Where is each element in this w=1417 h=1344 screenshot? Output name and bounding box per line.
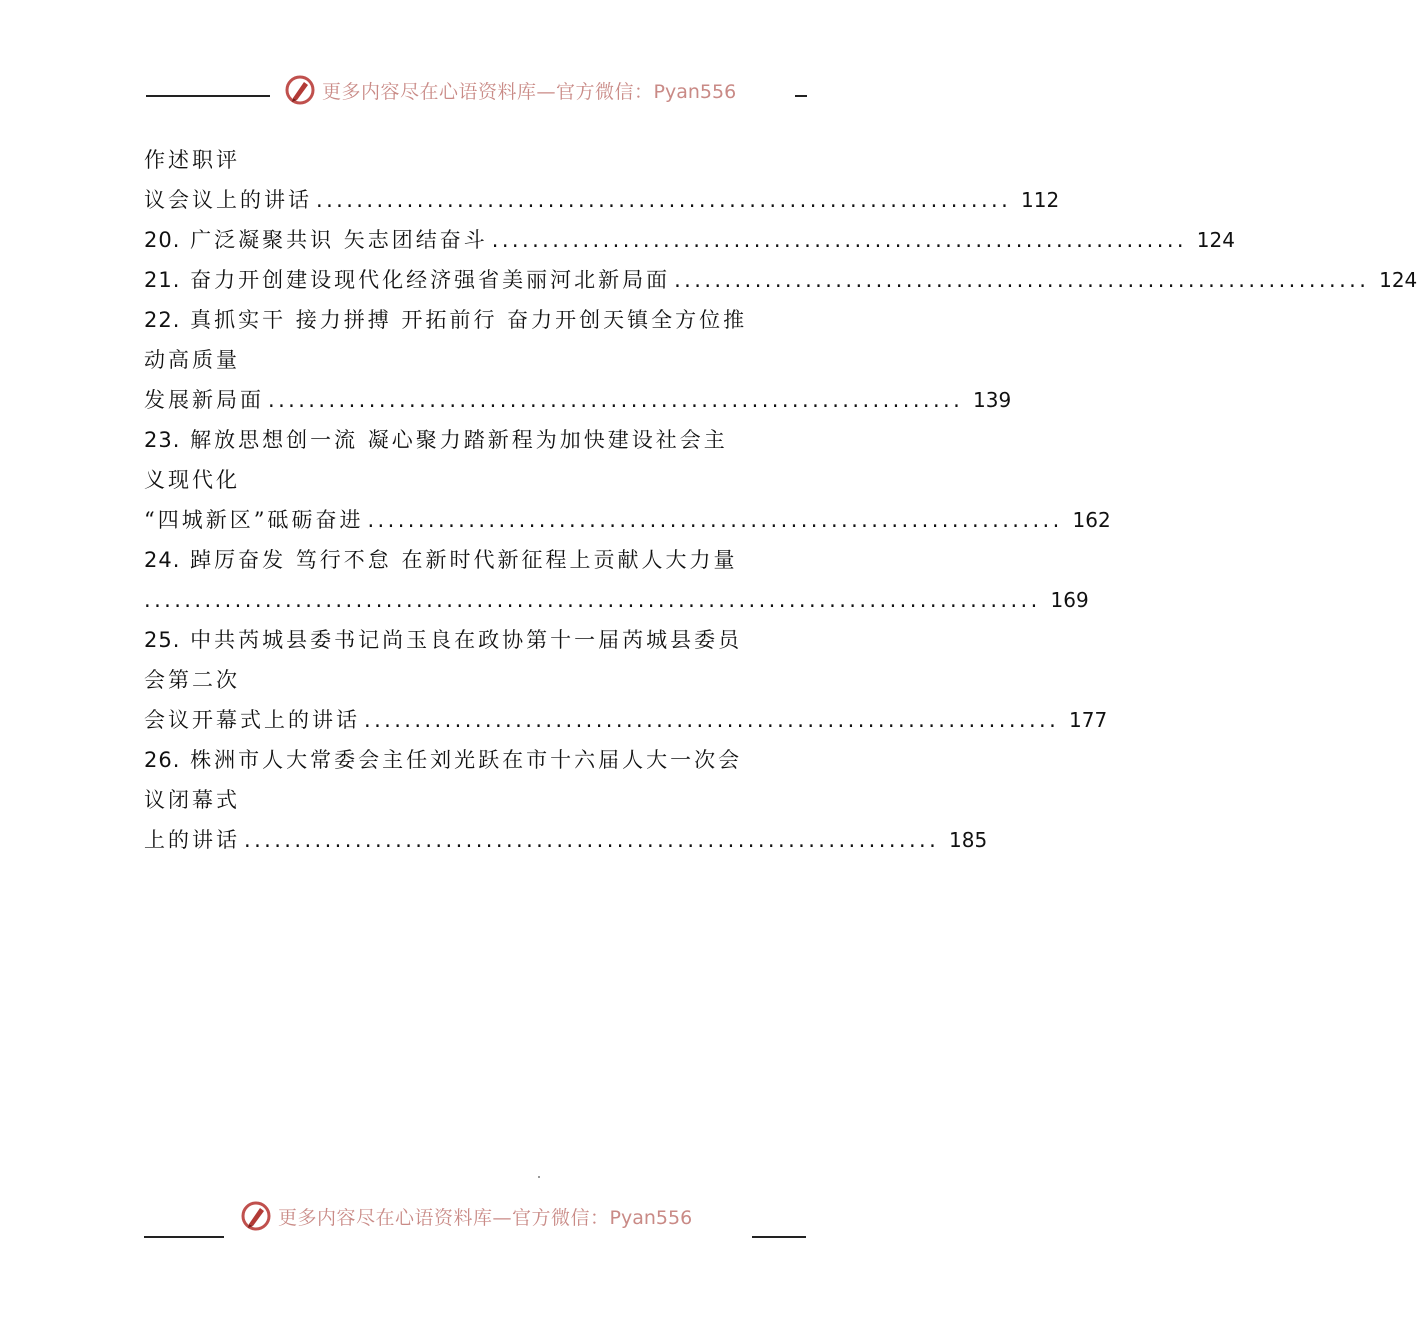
toc-entry-23-leader[interactable]: “四城新区”砥砺奋进 ..................................................................... 162 bbox=[144, 500, 812, 540]
toc-entry-23-title[interactable]: 23. 解放思想创一流 凝心聚力踏新程为加快建设社会主 bbox=[144, 428, 728, 452]
dot-leader: ..................................................................... bbox=[244, 828, 940, 852]
page-number: 162 bbox=[1072, 508, 1111, 532]
toc-entry-20[interactable]: 20. 广泛凝聚共识 矢志团结奋斗 ..................................................................... 124 bbox=[144, 220, 812, 260]
header-watermark bbox=[284, 74, 736, 106]
page-number: 169 bbox=[1050, 588, 1089, 612]
toc-entry-24-title[interactable]: 24. 踔厉奋发 笃行不怠 在新时代新征程上贡献人大力量 bbox=[144, 548, 738, 572]
dot-leader: ..................................................................... bbox=[268, 388, 964, 412]
toc-entry-25-title-cont: 会第二次 bbox=[144, 668, 240, 692]
toc-entry-24-leader[interactable] bbox=[144, 580, 1089, 620]
toc-entry-continued-leader[interactable]: 议会议上的讲话 ..................................................................... 112 bbox=[144, 180, 812, 220]
page-number: 177 bbox=[1069, 708, 1108, 732]
dot-leader: ..................................................................... bbox=[364, 708, 1060, 732]
page-number: 124 bbox=[1379, 268, 1417, 292]
footer-rule-left bbox=[144, 1236, 224, 1238]
toc-entry-23-title-cont: 义现代化 bbox=[144, 468, 240, 492]
dot-leader: ..................................................................... bbox=[367, 508, 1063, 532]
page-number: 124 bbox=[1196, 228, 1235, 252]
table-of-contents bbox=[144, 140, 1417, 860]
toc-entry-25-title[interactable]: 25. 中共芮城县委书记尚玉良在政协第十一届芮城县委员 bbox=[144, 628, 743, 652]
page-number: 139 bbox=[973, 388, 1012, 412]
toc-entry-25-leader[interactable]: 会议开幕式上的讲话 ..................................................................... 177 bbox=[144, 700, 812, 740]
toc-entry-26-title-cont: 议闭幕式 bbox=[144, 788, 240, 812]
footer-rule-right bbox=[752, 1236, 806, 1238]
page-number: 185 bbox=[949, 828, 988, 852]
dot-leader: ..................................................................... bbox=[674, 268, 1370, 292]
footer-watermark bbox=[240, 1200, 692, 1232]
toc-entry-26-leader[interactable]: 上的讲话 ..................................................................... 185 bbox=[144, 820, 812, 860]
toc-entry-22-title[interactable]: 22. 真抓实干 接力拼搏 开拓前行 奋力开创天镇全方位推 bbox=[144, 308, 748, 332]
toc-entry-26-title[interactable]: 26. 株洲市人大常委会主任刘光跃在市十六届人大一次会 bbox=[144, 748, 743, 772]
pen-nib-logo-icon bbox=[284, 74, 316, 106]
page-number: 112 bbox=[1021, 188, 1060, 212]
watermark-text: 更多内容尽在心语资料库—官方微信：Pyan556 bbox=[322, 80, 737, 103]
stray-mark bbox=[538, 1176, 540, 1178]
header-rule-right bbox=[795, 95, 807, 97]
pen-nib-logo-icon bbox=[240, 1200, 272, 1232]
toc-entry-21[interactable]: 21. 奋力开创建设现代化经济强省美丽河北新局面 ..................................................................... 124 bbox=[144, 260, 812, 300]
toc-entry-continued-title: 作述职评 bbox=[144, 148, 240, 172]
toc-entry-22-title-cont: 动高质量 bbox=[144, 348, 240, 372]
header-rule-left bbox=[146, 95, 270, 97]
dot-leader: ..................................................................... bbox=[491, 228, 1187, 252]
dot-leader: ..................................................................... bbox=[316, 188, 1012, 212]
watermark-text: 更多内容尽在心语资料库—官方微信：Pyan556 bbox=[278, 1206, 693, 1229]
dot-leader: ......................................................................................... bbox=[144, 588, 1041, 612]
toc-entry-22-leader[interactable]: 发展新局面 ..................................................................... 139 bbox=[144, 380, 812, 420]
